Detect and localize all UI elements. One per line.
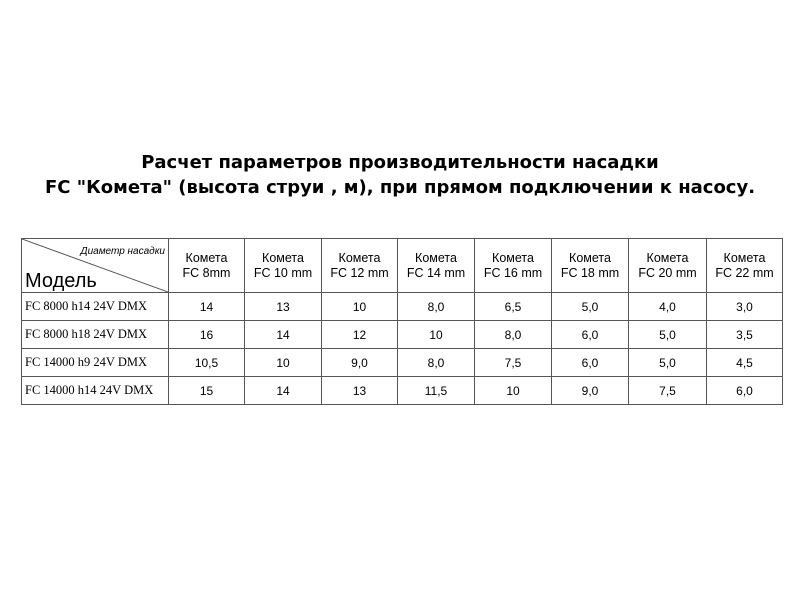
value-cell: 7,5 [629,377,707,405]
column-header-size: FC 18 mm [560,265,620,280]
value-cell: 8,0 [475,321,552,349]
column-header-name: Комета [723,250,766,265]
value-cell: 16 [169,321,245,349]
table-corner-cell [22,239,169,293]
column-header-size: FC 8mm [182,265,231,280]
model-cell: FC 8000 h14 24V DMX [22,293,169,321]
column-header-name: Комета [185,250,228,265]
corner-diameter-label: Диаметр насадки [80,246,165,257]
value-cell: 8,0 [398,293,475,321]
value-cell: 10 [245,349,322,377]
column-header-size: FC 14 mm [406,265,466,280]
value-cell: 10,5 [169,349,245,377]
column-header [169,239,245,293]
column-header-name: Комета [569,250,611,265]
column-header-name: Комета [646,250,689,265]
title-line-1: Расчет параметров производительности насадки [141,152,659,173]
value-cell: 14 [245,321,322,349]
column-header-name: Комета [262,250,304,265]
value-cell: 6,0 [707,377,783,405]
column-header-size: FC 22 mm [715,265,774,280]
column-header-name: Комета [415,250,457,265]
value-cell: 9,0 [552,377,629,405]
value-cell: 10 [475,377,552,405]
value-cell: 5,0 [629,349,707,377]
column-header [398,239,475,293]
model-cell: FC 8000 h18 24V DMX [22,321,169,349]
value-cell: 12 [322,321,398,349]
table-row [22,321,783,349]
column-header-name: Комета [492,250,534,265]
column-header-size: FC 16 mm [483,265,543,280]
table-row [22,293,783,321]
value-cell: 7,5 [475,349,552,377]
value-cell: 9,0 [322,349,398,377]
value-cell: 13 [245,293,322,321]
column-header [707,239,783,293]
model-cell: FC 14000 h14 24V DMX [22,377,169,405]
value-cell: 5,0 [552,293,629,321]
model-cell: FC 14000 h9 24V DMX [22,349,169,377]
title-line-2: FC "Комета" (высота струи , м), при прямом подключении к насосу. [44,177,756,198]
column-header-size: FC 20 mm [638,265,697,280]
value-cell: 10 [322,293,398,321]
value-cell: 6,0 [552,349,629,377]
value-cell: 5,0 [629,321,707,349]
column-header [322,239,398,293]
column-header [552,239,629,293]
table-header-row [22,239,783,293]
column-header [629,239,707,293]
value-cell: 8,0 [398,349,475,377]
column-header-size: FC 12 mm [330,265,389,280]
value-cell: 10 [398,321,475,349]
value-cell: 4,5 [707,349,783,377]
corner-model-label: Модель [25,270,97,292]
value-cell: 15 [169,377,245,405]
value-cell: 11,5 [398,377,475,405]
page-title [0,150,800,200]
column-header [475,239,552,293]
table-row [22,377,783,405]
value-cell: 6,5 [475,293,552,321]
value-cell: 4,0 [629,293,707,321]
value-cell: 3,5 [707,321,783,349]
value-cell: 14 [169,293,245,321]
value-cell: 6,0 [552,321,629,349]
value-cell: 14 [245,377,322,405]
value-cell: 13 [322,377,398,405]
column-header-name: Комета [338,250,381,265]
value-cell: 3,0 [707,293,783,321]
column-header-size: FC 10 mm [253,265,313,280]
table-row [22,349,783,377]
performance-table [21,238,783,405]
column-header [245,239,322,293]
